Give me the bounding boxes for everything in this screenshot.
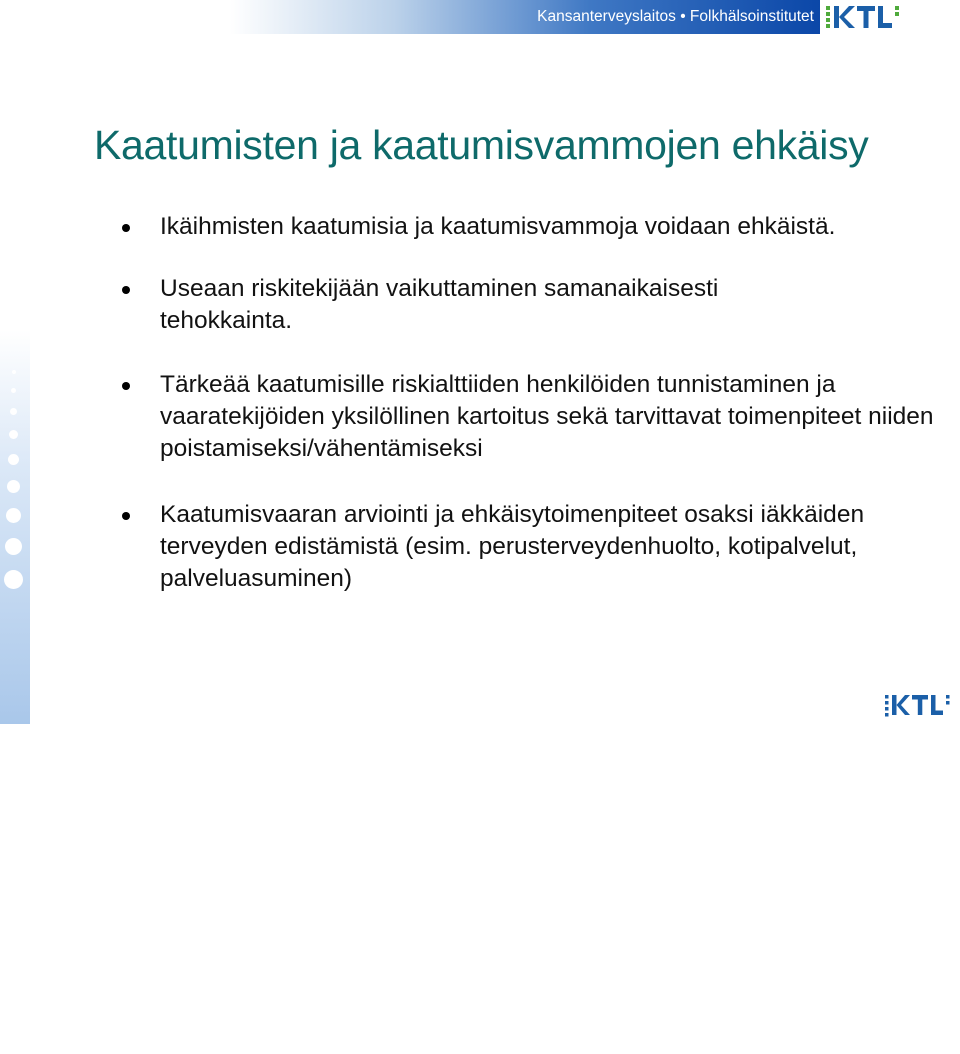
site-url: www.ktl.fi: [2, 961, 25, 1054]
bullet-icon: [122, 512, 130, 520]
bullet-text: Kaatumisvaaran arviointi ja ehkäisytoimenpiteet osaksi iäkkäiden terveyden edistämistä (esim. perusterveydenhuolto, kotipalvelut, palveluasuminen): [160, 501, 865, 592]
ktl-footer-logo-icon: [884, 692, 954, 718]
left-decorative-strip: [0, 330, 30, 1054]
bullet-text: Ikäihmisten kaatumisia ja kaatumisvammoja voidaan ehkäistä.: [160, 213, 836, 240]
bullet-icon: [122, 382, 130, 390]
bullet-text: Tärkeää kaatumisille riskialttiiden henkilöiden tunnistaminen ja vaaratekijöiden yksilöllinen kartoitus sekä tarvittavat toimenpiteet niiden poistamiseksi/vähentämiseksi: [160, 371, 934, 462]
institute-name: Kansanterveyslaitos • Folkhälsoinstitutet: [537, 8, 814, 25]
bullet-item: [122, 499, 942, 595]
bullet-item: [122, 369, 942, 465]
bullet-item: [122, 273, 800, 337]
bullet-item: [122, 211, 942, 243]
bullet-icon: [122, 286, 130, 294]
bullet-icon: [122, 224, 130, 232]
bullet-list: [122, 211, 942, 595]
bullet-text: Useaan riskitekijään vaikuttaminen samanaikaisesti tehokkainta.: [160, 275, 719, 334]
ktl-logo-icon: [824, 2, 904, 32]
header-banner: [0, 0, 960, 34]
slide-title: Kaatumisten ja kaatumisvammojen ehkäisy: [94, 122, 869, 168]
